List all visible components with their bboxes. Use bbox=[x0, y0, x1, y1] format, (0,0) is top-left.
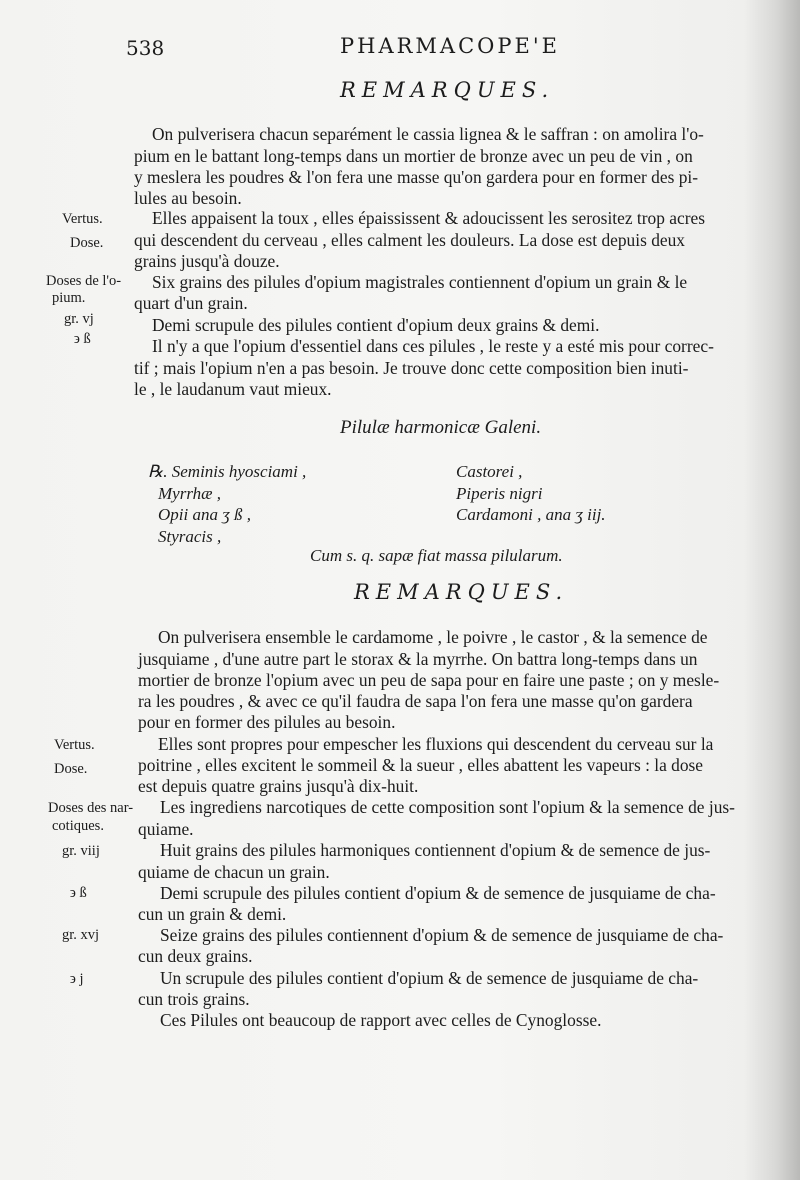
recipe-item: Castorei , bbox=[456, 462, 523, 481]
paragraph-line: qui descendent du cerveau , elles calment les douleurs. La dose est depuis deux bbox=[134, 230, 686, 250]
recipe-item: Piperis nigri bbox=[456, 484, 543, 503]
paragraph-line: On pulverisera chacun separément le cassia lignea & le saffran : on amolira l'o- bbox=[152, 124, 704, 144]
paragraph-line: cun un grain & demi. bbox=[138, 904, 287, 924]
paragraph-line: est depuis quatre grains jusqu'à dix-huit. bbox=[138, 776, 419, 796]
paragraph-line: Ces Pilules ont beaucoup de rapport avec celles de Cynoglosse. bbox=[160, 1010, 602, 1030]
paragraph-line: Il n'y a que l'opium d'essentiel dans ces pilules , le reste y a esté mis pour correc- bbox=[152, 336, 714, 356]
running-title: PHARMACOPE'E bbox=[340, 34, 560, 58]
paragraph-line: quiame de chacun un grain. bbox=[138, 862, 330, 882]
paragraph-line: Elles sont propres pour empescher les fluxions qui descendent du cerveau sur la bbox=[158, 734, 714, 754]
paragraph-line: quart d'un grain. bbox=[134, 293, 248, 313]
recipe-title: Pilulæ harmonicæ Galeni. bbox=[340, 417, 542, 438]
paragraph-line: tif ; mais l'opium n'en a pas besoin. Je trouve donc cette composition bien inuti- bbox=[134, 358, 689, 378]
margin-note: Doses de l'o- bbox=[46, 273, 122, 289]
recipe-item: Cardamoni , ana ʒ iij. bbox=[456, 505, 606, 524]
paragraph-line: pium en le battant long-temps dans un mortier de bronze avec un peu de vin , on bbox=[134, 146, 693, 166]
paragraph-line: Six grains des pilules d'opium magistrales contiennent d'opium un grain & le bbox=[152, 272, 688, 292]
paragraph-line: y meslera les poudres & l'on fera une masse qu'on gardera pour en former des pi- bbox=[134, 167, 699, 187]
page-number: 538 bbox=[126, 36, 165, 60]
paragraph-line: pour en former des pilules au besoin. bbox=[138, 712, 396, 732]
paragraph-line: lules au besoin. bbox=[134, 188, 242, 208]
paragraph-line: grains jusqu'à douze. bbox=[134, 251, 280, 271]
margin-note: Vertus. bbox=[54, 737, 95, 753]
paragraph-line: cun deux grains. bbox=[138, 946, 253, 966]
margin-note: gr. vj bbox=[64, 311, 94, 327]
paragraph-line: Demi scrupule des pilules contient d'opium deux grains & demi. bbox=[152, 315, 600, 335]
recipe-item: Styracis , bbox=[158, 527, 222, 546]
paragraph-line: cun trois grains. bbox=[138, 989, 250, 1009]
paragraph-line: quiame. bbox=[138, 819, 194, 839]
section-heading-remarques-2: REMARQUES. bbox=[354, 580, 569, 604]
paragraph-line: Seize grains des pilules contiennent d'opium & de semence de jusquiame de cha- bbox=[160, 925, 724, 945]
margin-note: ϶ ß bbox=[70, 885, 87, 901]
recipe-closing: Cum s. q. sapæ fiat massa pilularum. bbox=[310, 546, 563, 565]
margin-note: ϶ ß bbox=[74, 331, 91, 347]
recipe-item: Myrrhæ , bbox=[158, 484, 221, 503]
paragraph-line: On pulverisera ensemble le cardamome , le poivre , le castor , & la semence de bbox=[158, 627, 708, 647]
paragraph-line: ra les poudres , & avec ce qu'il faudra de sapa l'on fera une masse qu'on gardera bbox=[138, 691, 693, 711]
margin-note: Vertus. bbox=[62, 211, 103, 227]
margin-note: gr. xvj bbox=[62, 927, 100, 943]
margin-note: pium. bbox=[52, 290, 86, 306]
recipe-item: Opii ana ʒ ß , bbox=[158, 505, 252, 524]
paragraph-line: Les ingrediens narcotiques de cette composition sont l'opium & la semence de jus- bbox=[160, 797, 735, 817]
section-heading-remarques-1: REMARQUES. bbox=[340, 78, 555, 102]
recipe-item: ℞. Seminis hyosciami , bbox=[148, 462, 307, 481]
margin-note: Doses des nar- bbox=[48, 800, 134, 816]
paragraph-line: mortier de bronze l'opium avec un peu de sapa pour en faire une paste ; on y mesle- bbox=[138, 670, 720, 690]
paragraph-line: le , le laudanum vaut mieux. bbox=[134, 379, 332, 399]
paragraph-line: Elles appaisent la toux , elles épaississent & adoucissent les serositez trop acres bbox=[152, 208, 705, 228]
paragraph-line: Demi scrupule des pilules contient d'opium & de semence de jusquiame de cha- bbox=[160, 883, 716, 903]
paragraph-line: poitrine , elles excitent le sommeil & la sueur , elles abattent les vapeurs : la dose bbox=[138, 755, 704, 775]
margin-note: cotiques. bbox=[52, 818, 104, 834]
paragraph-line: Un scrupule des pilules contient d'opium & de semence de jusquiame de cha- bbox=[160, 968, 699, 988]
paragraph-line: Huit grains des pilules harmoniques contiennent d'opium & de semence de jus- bbox=[160, 840, 711, 860]
margin-note: gr. viij bbox=[62, 843, 100, 859]
margin-note: Dose. bbox=[70, 235, 104, 251]
paragraph-line: jusquiame , d'une autre part le storax & la myrrhe. On battra long-temps dans un bbox=[138, 649, 698, 669]
margin-note: ϶ j bbox=[70, 971, 84, 987]
margin-note: Dose. bbox=[54, 761, 88, 777]
